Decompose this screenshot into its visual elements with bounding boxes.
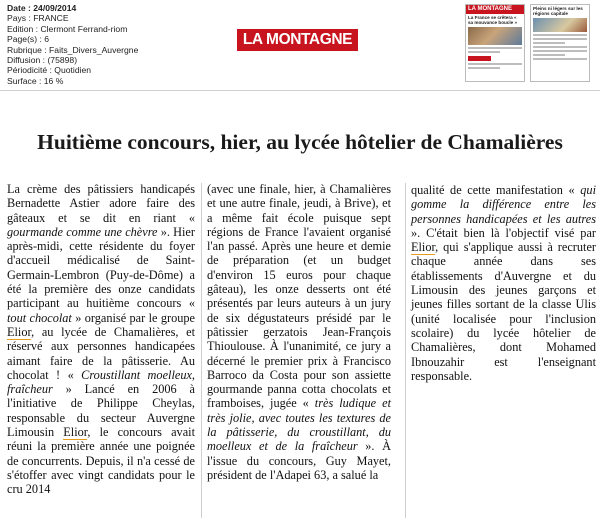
thumbnail-headline: La France se crêtera « sa mouvance boucle » xyxy=(468,15,518,25)
company-name-highlight: Elior xyxy=(7,324,32,339)
thumbnail-text-line xyxy=(468,63,522,65)
article-text: ». Hier après-midi, cette résidente du foyer d'accueil médicalisé de Saint-Germain-Lembron (Puy-de-Dôme) a été la première des onze candidats participant au huitième concours « xyxy=(7,224,195,311)
article-column-2 xyxy=(207,182,391,482)
quoted-text: tout chocolat xyxy=(7,310,72,325)
meta-date: Date : 24/09/2014 xyxy=(7,3,77,13)
quoted-text: Croustillant moelleux, fraîcheur xyxy=(7,367,196,397)
thumbnail-text-line xyxy=(533,54,565,56)
meta-surface: Surface : 16 % xyxy=(7,75,64,86)
meta-section: Rubrique : Faits_Divers_Auvergne xyxy=(7,44,139,55)
thumbnail-text-line xyxy=(533,34,587,36)
article-text: qualité de cette manifestation « xyxy=(411,183,581,197)
column-text xyxy=(7,182,195,497)
thumbnail-photo xyxy=(533,18,587,32)
front-page-thumbnail[interactable] xyxy=(465,4,525,82)
thumbnail-headline: Pleins ni légers sur les régions capitale xyxy=(533,6,583,16)
quoted-text: qui gomme la différence entre les personnes handicapées et les autres xyxy=(411,183,596,226)
company-name-highlight: Elior xyxy=(411,240,436,255)
meta-edition: Edition : Clermont Ferrand-riom xyxy=(7,23,128,34)
meta-country: Pays : FRANCE xyxy=(7,13,69,24)
column-text xyxy=(411,183,596,383)
thumbnail-text-line xyxy=(533,38,587,40)
thumbnail-text-line xyxy=(533,58,587,60)
thumbnail-text-line xyxy=(468,47,522,49)
article-text: ». À l'issue du concours, Guy Mayet, président de l'Adapei 63, a salué la xyxy=(207,439,391,482)
thumbnail-photo xyxy=(468,27,522,45)
article-page-thumbnail[interactable] xyxy=(530,4,590,82)
clipping-metadata xyxy=(7,3,138,86)
header-divider xyxy=(0,90,600,91)
thumbnail-text-line xyxy=(468,51,500,53)
thumbnail-text-line xyxy=(533,46,587,48)
article-text: , le concours avait réuni la première année une poignée de concurrents. Depuis, il n'a cessé de s'étoffer avec vingt candidats pour le cru 2014 xyxy=(7,425,195,497)
article-text: La crème des pâtissiers handicapés Bernadette Astier adore faire des gâteaux et se dit en riant « xyxy=(7,182,195,225)
meta-pages: Page(s) : 6 xyxy=(7,34,50,45)
thumbnail-text-line xyxy=(533,50,587,52)
article-column-3 xyxy=(411,183,596,383)
article-text: ». C'était bien là l'objectif visé par xyxy=(411,225,596,240)
thumbnail-text-line xyxy=(468,67,500,69)
article-text: » organisé par le groupe xyxy=(71,310,195,325)
column-divider xyxy=(405,183,406,518)
thumbnail-text-line xyxy=(533,42,565,44)
article-text: (avec une finale, hier, à Chamalières et une autre finale, jeudi, à Brive), et a même fait école puisque sept régions de France l'avaient organisé l'an passé. Après une heure et demie de préparation (et un budget d'environ 15 euros pour chaque gâteau), les onze desserts ont été présentés par leurs auteurs à un jury de six dégustateurs présidé par le pâtissier gerzatois Jean-François Thioulouse. À l'unanimité, ce jury a décerné le premier prix à Francisco Barroco da Costa pour son assiette gourmande panna cotta chocolats et framboises, jugée « xyxy=(207,182,391,411)
quoted-text: très ludique et très jolie, avec toutes les textures de la pâtisserie, du croustillant, du moelleux et de la fraîcheur xyxy=(207,396,391,454)
meta-circulation: Diffusion : (75898) xyxy=(7,55,78,66)
article-text: » Lancé en 2006 à l'initiative de Philippe Cheylas, responsable du secteur Auvergne Limousin xyxy=(7,382,195,440)
article-headline: Huitième concours, hier, au lycée hôtelier de Chamalières xyxy=(37,130,563,154)
column-divider xyxy=(201,183,202,518)
article-column-1 xyxy=(7,182,195,497)
thumbnail-masthead: LA MONTAGNE xyxy=(466,5,524,14)
thumbnail-banner xyxy=(468,56,491,61)
company-name-highlight: Elior xyxy=(63,425,88,440)
newspaper-logo: LA MONTAGNE xyxy=(237,29,358,51)
meta-frequency: Périodicité : Quotidien xyxy=(7,65,92,76)
column-text xyxy=(207,182,391,482)
article-text: , qui s'applique aussi à recruter chaque année dans ses établissements d'Auvergne et du Limousin des jeunes garçons et jeunes filles sortant de la classe Ulis (unité localisée pour l'inclusion scolaire) du lycée hôtelier de Chamalières, dont Mohamed Ibnouzahir est l'enseignant responsable. xyxy=(411,240,596,383)
article-text: , au lycée de Chamalières, et réservé aux personnes handicapées aimant faire de la pâtisserie. Au chocolat ! « xyxy=(7,324,195,382)
quoted-text: gourmande comme une chèvre xyxy=(7,224,158,239)
